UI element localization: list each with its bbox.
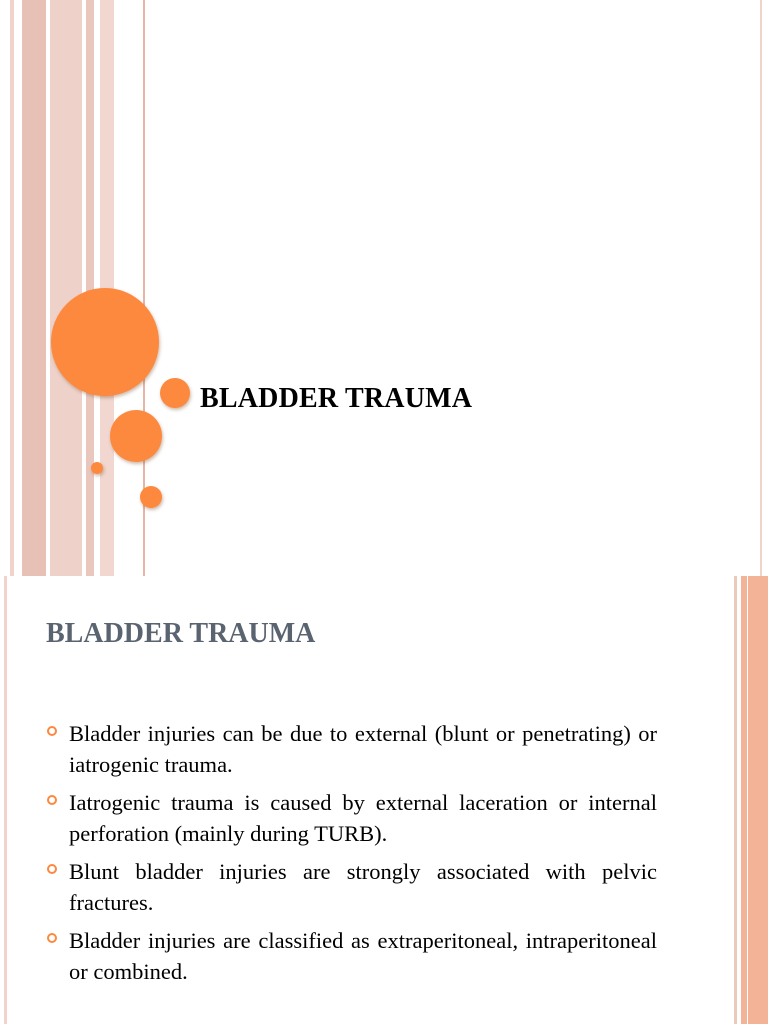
- list-item: [46, 856, 657, 918]
- decor-stripe: [86, 0, 94, 576]
- decor-stripe: [10, 0, 14, 576]
- list-item: [46, 925, 657, 987]
- circle-bullet-icon: [47, 795, 57, 805]
- decor-circle-medium: [110, 410, 162, 462]
- bullet-list: [46, 718, 657, 994]
- decor-circle-large: [51, 288, 159, 396]
- slide-title: BLADDER TRAUMA: [200, 383, 473, 414]
- decor-stripe: [22, 0, 46, 576]
- circle-bullet-icon: [47, 864, 57, 874]
- decor-stripe: [760, 0, 762, 576]
- decor-stripe: [734, 576, 737, 1024]
- decor-stripe: [748, 576, 768, 1024]
- slide-title: BLADDER TRAUMA: [46, 618, 316, 649]
- bullet-text: Bladder injuries can be due to external (blunt or penetrating) or iatrogenic trauma.: [69, 721, 657, 777]
- decor-stripe: [4, 576, 7, 1024]
- list-item: [46, 718, 657, 780]
- decor-stripe: [50, 0, 82, 576]
- decor-circle-small: [160, 378, 190, 408]
- bullet-text: Iatrogenic trauma is caused by external laceration or internal perforation (mainly during TURB).: [69, 790, 657, 846]
- decor-stripe: [741, 576, 747, 1024]
- content-slide: [0, 576, 768, 1024]
- bullet-text: Blunt bladder injuries are strongly associated with pelvic fractures.: [69, 859, 657, 915]
- list-item: [46, 787, 657, 849]
- circle-bullet-icon: [47, 933, 57, 943]
- decor-circle-small: [140, 486, 162, 508]
- decor-circle-tiny: [91, 462, 103, 474]
- bullet-text: Bladder injuries are classified as extraperitoneal, intraperitoneal or combined.: [69, 928, 657, 984]
- circle-bullet-icon: [47, 726, 57, 736]
